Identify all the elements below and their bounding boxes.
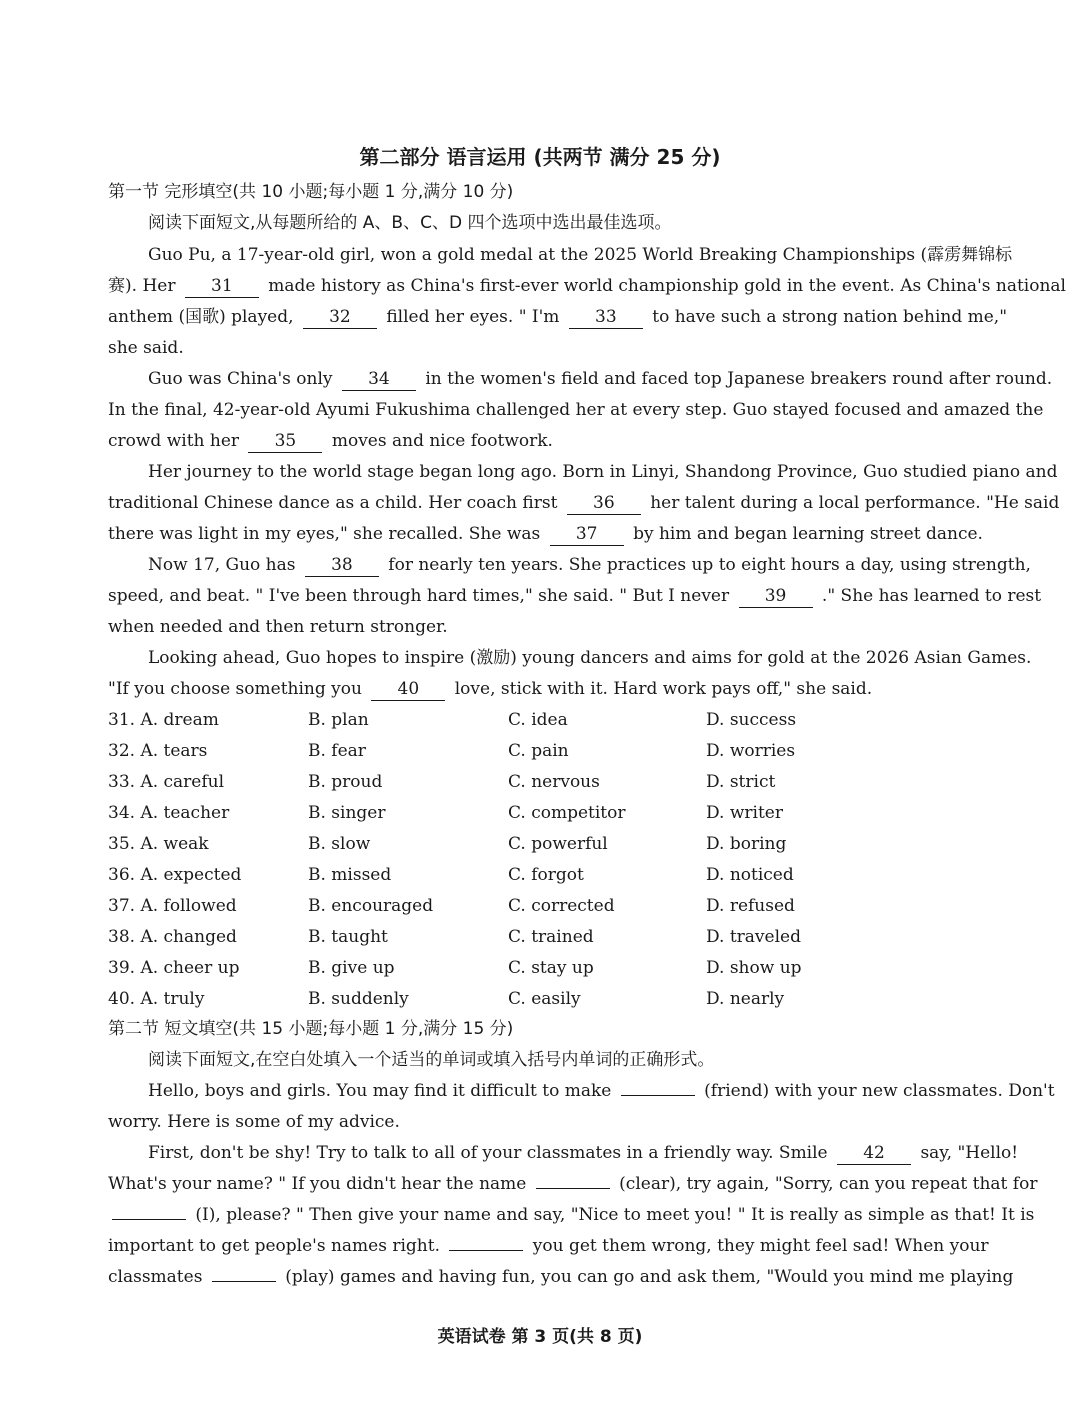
- passage1-line-4: she said.: [108, 338, 184, 358]
- option-32-d[interactable]: D. worries: [706, 741, 796, 761]
- blank-38[interactable]: 38: [305, 554, 379, 577]
- section2-heading: 第二节 短文填空(共 15 小题;每小题 1 分,满分 15 分): [108, 1019, 514, 1039]
- section1-heading: 第一节 完形填空(共 10 小题;每小题 1 分,满分 10 分): [108, 182, 514, 202]
- option-39-a[interactable]: 39. A. cheer up: [108, 958, 240, 978]
- question-35-options: [108, 829, 988, 860]
- option-34-c[interactable]: C. competitor: [508, 803, 626, 823]
- option-35-d[interactable]: D. boring: [706, 834, 787, 854]
- question-39-options: [108, 953, 988, 984]
- page-footer: 英语试卷 第 3 页(共 8 页): [437, 1327, 643, 1347]
- part-title: 第二部分 语言运用 (共两节 满分 25 分): [359, 145, 721, 169]
- blank-31[interactable]: 31: [185, 275, 259, 298]
- question-37-options: [108, 891, 988, 922]
- passage2-line-6: important to get people's names right. you get them wrong, they might feel sad! When your: [108, 1236, 989, 1256]
- option-34-a[interactable]: 34. A. teacher: [108, 803, 230, 823]
- option-36-c[interactable]: C. forgot: [508, 865, 584, 885]
- option-35-c[interactable]: C. powerful: [508, 834, 608, 854]
- blank-46[interactable]: [212, 1281, 276, 1282]
- option-38-a[interactable]: 38. A. changed: [108, 927, 237, 947]
- question-31-options: [108, 705, 988, 736]
- passage1-line-2: 赛). Her 31 made history as China's first-ever world championship gold in the event. As China's national: [108, 276, 1066, 296]
- question-38-options: [108, 922, 988, 953]
- option-40-d[interactable]: D. nearly: [706, 989, 785, 1009]
- option-34-d[interactable]: D. writer: [706, 803, 783, 823]
- option-31-d[interactable]: D. success: [706, 710, 797, 730]
- passage1-line-11: Now 17, Guo has 38 for nearly ten years. She practices up to eight hours a day, using strength,: [148, 555, 1031, 575]
- passage1-line-10: there was light in my eyes," she recalled. She was 37 by him and began learning street dance.: [108, 524, 983, 544]
- option-38-c[interactable]: C. trained: [508, 927, 594, 947]
- option-35-b[interactable]: B. slow: [308, 834, 371, 854]
- option-38-d[interactable]: D. traveled: [706, 927, 801, 947]
- passage1-line-7: crowd with her 35 moves and nice footwork.: [108, 431, 553, 451]
- option-33-d[interactable]: D. strict: [706, 772, 776, 792]
- blank-41[interactable]: [621, 1095, 695, 1096]
- question-32-options: [108, 736, 988, 767]
- blank-39[interactable]: 39: [739, 585, 813, 608]
- blank-33[interactable]: 33: [569, 306, 643, 329]
- section2-instruction: 阅读下面短文,在空白处填入一个适当的单词或填入括号内单词的正确形式。: [148, 1050, 715, 1070]
- blank-37[interactable]: 37: [550, 523, 624, 546]
- option-32-b[interactable]: B. fear: [308, 741, 366, 761]
- passage1-line-14: Looking ahead, Guo hopes to inspire (激励) young dancers and aims for gold at the 2026 Asian Games.: [148, 648, 1032, 668]
- option-36-d[interactable]: D. noticed: [706, 865, 794, 885]
- option-32-a[interactable]: 32. A. tears: [108, 741, 208, 761]
- passage1-line-1: Guo Pu, a 17-year-old girl, won a gold medal at the 2025 World Breaking Championships (霹雳舞锦标: [148, 245, 1013, 265]
- question-33-options: [108, 767, 988, 798]
- passage2-line-4: What's your name? " If you didn't hear the name (clear), try again, "Sorry, can you repeat that for: [108, 1174, 1038, 1194]
- passage1-line-9: traditional Chinese dance as a child. Her coach first 36 her talent during a local performance. "He said: [108, 493, 1060, 513]
- passage1-line-6: In the final, 42-year-old Ayumi Fukushima challenged her at every step. Guo stayed focused and amazed the: [108, 400, 1044, 420]
- option-40-c[interactable]: C. easily: [508, 989, 581, 1009]
- option-36-a[interactable]: 36. A. expected: [108, 865, 242, 885]
- option-33-c[interactable]: C. nervous: [508, 772, 600, 792]
- option-33-a[interactable]: 33. A. careful: [108, 772, 225, 792]
- option-31-b[interactable]: B. plan: [308, 710, 369, 730]
- passage1-line-12: speed, and beat. " I've been through hard times," she said. " But I never 39 ." She has learned to rest: [108, 586, 1042, 606]
- passage2-line-7: classmates (play) games and having fun, you can go and ask them, "Would you mind me playing: [108, 1267, 1014, 1287]
- passage1-line-3: anthem (国歌) played, 32 filled her eyes. " I'm 33 to have such a strong nation behind me,": [108, 307, 1008, 327]
- option-34-b[interactable]: B. singer: [308, 803, 386, 823]
- option-37-d[interactable]: D. refused: [706, 896, 795, 916]
- passage2-line-3: First, don't be shy! Try to talk to all of your classmates in a friendly way. Smile 42 say, "Hello!: [148, 1143, 1019, 1163]
- passage1-line-5: Guo was China's only 34 in the women's field and faced top Japanese breakers round after round.: [148, 369, 1053, 389]
- blank-45[interactable]: [449, 1250, 523, 1251]
- option-40-a[interactable]: 40. A. truly: [108, 989, 205, 1009]
- option-38-b[interactable]: B. taught: [308, 927, 388, 947]
- question-36-options: [108, 860, 988, 891]
- option-39-d[interactable]: D. show up: [706, 958, 802, 978]
- option-39-c[interactable]: C. stay up: [508, 958, 594, 978]
- option-33-b[interactable]: B. proud: [308, 772, 383, 792]
- blank-35[interactable]: 35: [248, 430, 322, 453]
- option-37-c[interactable]: C. corrected: [508, 896, 615, 916]
- passage1-line-15: "If you choose something you 40 love, stick with it. Hard work pays off," she said.: [108, 679, 873, 699]
- passage2-line-2: worry. Here is some of my advice.: [108, 1112, 400, 1132]
- blank-36[interactable]: 36: [567, 492, 641, 515]
- question-34-options: [108, 798, 988, 829]
- option-32-c[interactable]: C. pain: [508, 741, 569, 761]
- passage2-line-1: Hello, boys and girls. You may find it difficult to make (friend) with your new classmates. Don't: [148, 1081, 1055, 1101]
- blank-32[interactable]: 32: [303, 306, 377, 329]
- blank-40[interactable]: 40: [371, 678, 445, 701]
- passage1-line-13: when needed and then return stronger.: [108, 617, 448, 637]
- passage2-line-5: (I), please? " Then give your name and say, "Nice to meet you! " It is really as simple as that! It is: [108, 1200, 988, 1231]
- option-37-a[interactable]: 37. A. followed: [108, 896, 237, 916]
- blank-34[interactable]: 34: [342, 368, 416, 391]
- option-31-c[interactable]: C. idea: [508, 710, 568, 730]
- blank-44[interactable]: [112, 1219, 186, 1220]
- option-37-b[interactable]: B. encouraged: [308, 896, 434, 916]
- option-31-a[interactable]: 31. A. dream: [108, 710, 219, 730]
- passage1-line-8: Her journey to the world stage began long ago. Born in Linyi, Shandong Province, Guo studied piano and: [148, 462, 1058, 482]
- option-35-a[interactable]: 35. A. weak: [108, 834, 209, 854]
- blank-42[interactable]: 42: [837, 1142, 911, 1165]
- option-39-b[interactable]: B. give up: [308, 958, 395, 978]
- blank-43[interactable]: [536, 1188, 610, 1189]
- option-36-b[interactable]: B. missed: [308, 865, 392, 885]
- option-40-b[interactable]: B. suddenly: [308, 989, 409, 1009]
- question-40-options: [108, 984, 988, 1015]
- section1-instruction: 阅读下面短文,从每题所给的 A、B、C、D 四个选项中选出最佳选项。: [148, 213, 672, 233]
